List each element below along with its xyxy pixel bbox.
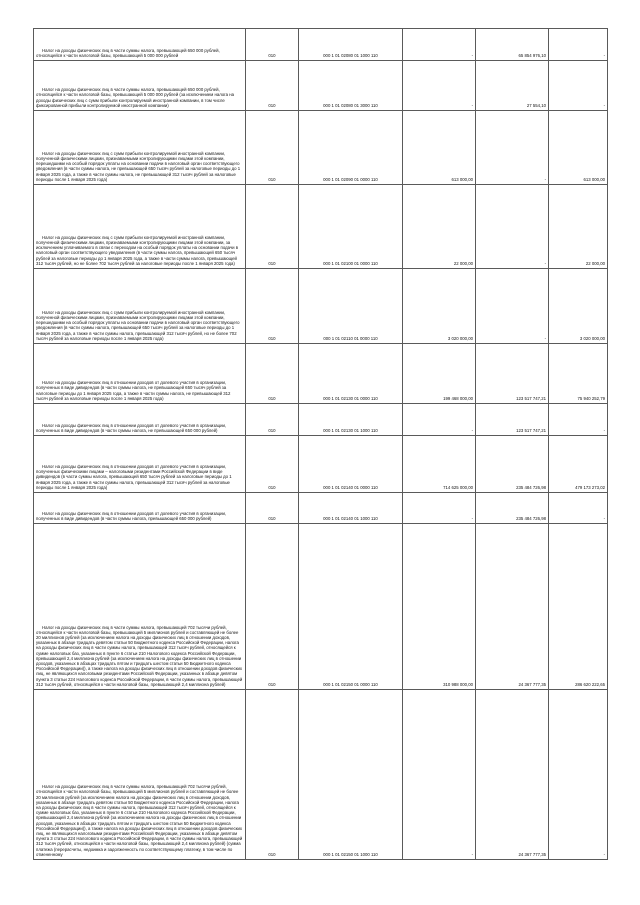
budget-classification-code: 000 1 01 02150 01 1000 110 bbox=[299, 690, 403, 860]
approved-amount: - bbox=[403, 493, 476, 524]
table-row bbox=[34, 404, 608, 436]
table-row bbox=[34, 690, 608, 860]
budget-classification-code: 000 1 01 02080 01 3000 110 bbox=[299, 61, 403, 111]
executed-amount: 235 484 726,98 bbox=[476, 493, 549, 524]
executed-amount: 65 854 976,10 bbox=[476, 29, 549, 61]
unexecuted-amount: - bbox=[549, 61, 608, 111]
table-row bbox=[34, 436, 608, 493]
approved-amount: - bbox=[403, 404, 476, 436]
approved-amount: 714 625 000,00 bbox=[403, 436, 476, 493]
table-row bbox=[34, 61, 608, 111]
budget-classification-code: 000 1 01 02130 01 1000 110 bbox=[299, 404, 403, 436]
approved-amount: 22 000,00 bbox=[403, 185, 476, 269]
executed-amount: 235 484 726,98 bbox=[476, 436, 549, 493]
income-name: Налог на доходы физических лиц в отношении доходов от долевого участия в организации, полученных в виде дивидендов (в части суммы налога, не превышающей 650 тысяч рублей за налоговые периоды до 1 января 2025 года, а также в части суммы налога, не превышающей 312 тысяч рублей за налоговые периоды после 1 января 2025 года) bbox=[34, 344, 246, 404]
unexecuted-amount: 286 620 222,65 bbox=[549, 524, 608, 690]
approved-amount: 310 988 000,00 bbox=[403, 524, 476, 690]
executed-amount: 24 367 777,35 bbox=[476, 524, 549, 690]
income-name: Налог на доходы физических лиц с сумм прибыли контролируемой иностранной компании, полученной физическими лицами, признаваемыми контролирующими лицами этой компании, перешедшими на особый порядок уплаты на основании подачи в налоговый орган соответствующего уведомления (в части суммы налога, не превышающей 650 тысяч рублей за налоговые периоды до 1 января 2025 года, а также в части суммы налога, не превышающей 312 тысяч рублей за налоговые периоды после 1 января 2025 года) bbox=[34, 111, 246, 185]
income-name: Налог на доходы физических лиц с сумм прибыли контролируемой иностранной компании, полученной физическими лицами, признаваемыми контролирующими лицами этой компании, за исключением уплачиваемого в связи с переходом на особый порядок уплаты на основании подачи в налоговый орган соответствующего уведомления (в части суммы налога, превышающей 650 тысяч рублей за налоговые периоды до 1 января 2025 года, а также в части суммы налога, превышающей 312 тысяч рублей, но не более 702 тысяч рублей за налоговые периоды после 1 января 2025 года) bbox=[34, 185, 246, 269]
unexecuted-amount: 22 000,00 bbox=[549, 185, 608, 269]
line-code: 010 bbox=[246, 524, 299, 690]
line-code: 010 bbox=[246, 493, 299, 524]
income-name: Налог на доходы физических лиц в части суммы налога, превышающей 702 тысячи рублей, относящейся к части налоговой базы, превышающей 5 миллионов рублей и составляющей не более 20 миллионов рублей (за исключением налога на доходы физических лиц в отношении доходов, указанных в абзаце тридцать девятом статьи 50 Бюджетного кодекса Российской Федерации, налога на доходы физических лиц в части суммы налога, превышающей 312 тысяч рублей, относящейся к сумме налоговых баз, указанных в пункте 6 статьи 210 Налогового кодекса Российской Федерации, превышающей 2,4 миллиона рублей (за исключением налога на доходы физических лиц в отношении доходов, указанных в абзацах тридцать пятом и тридцать шестом статьи 50 Бюджетного кодекса Российской Федерации)), а также налога на доходы физических лиц в отношении доходов физических лиц, не являющихся налоговыми резидентами Российской Федерации, указанных в абзаце девятом пункта 3 статьи 224 Налогового кодекса Российской Федерации, в части суммы налога, превышающей 312 тысяч рублей, относящейся к части налоговой базы, превышающей 2,4 миллиона рублей) bbox=[34, 524, 246, 690]
income-name: Налог на доходы физических лиц в отношении доходов от долевого участия в организации, полученных в виде дивидендов (в части суммы налога, не превышающей 650 000 рублей) bbox=[34, 404, 246, 436]
table-row bbox=[34, 185, 608, 269]
budget-classification-code: 000 1 01 02100 01 0000 110 bbox=[299, 185, 403, 269]
executed-amount: - bbox=[476, 185, 549, 269]
approved-amount: 3 020 000,00 bbox=[403, 269, 476, 344]
income-name: Налог на доходы физических лиц в отношении доходов от долевого участия в организации, полученных физическими лицами – налоговыми резидентами Российской Федерации в виде дивидендов (в части суммы налога, превышающей 650 тысяч рублей за налоговые периоды до 1 января 2025 года, а также в части суммы налога, превышающей 312 тысяч рублей за налоговые периоды после 1 января 2025 года) bbox=[34, 436, 246, 493]
income-name: Налог на доходы физических лиц в отношении доходов от долевого участия в организации, полученных в виде дивидендов (в части суммы налога, превышающей 650 000 рублей) bbox=[34, 493, 246, 524]
budget-classification-code: 000 1 01 02130 01 0000 110 bbox=[299, 344, 403, 404]
table-row bbox=[34, 269, 608, 344]
approved-amount: - bbox=[403, 29, 476, 61]
line-code: 010 bbox=[246, 436, 299, 493]
unexecuted-amount: 75 940 252,79 bbox=[549, 344, 608, 404]
approved-amount: - bbox=[403, 61, 476, 111]
unexecuted-amount: - bbox=[549, 493, 608, 524]
budget-classification-code: 000 1 01 02110 01 0000 110 bbox=[299, 269, 403, 344]
table-row bbox=[34, 524, 608, 690]
executed-amount: - bbox=[476, 269, 549, 344]
line-code: 010 bbox=[246, 404, 299, 436]
budget-classification-code: 000 1 01 02140 01 0000 110 bbox=[299, 436, 403, 493]
income-name: Налог на доходы физических лиц в части суммы налога, превышающей 650 000 рублей, относящейся к части налоговой базы, превышающей 5 000 000 рублей bbox=[34, 29, 246, 61]
table-row bbox=[34, 111, 608, 185]
unexecuted-amount: - bbox=[549, 29, 608, 61]
line-code: 010 bbox=[246, 185, 299, 269]
table-row bbox=[34, 29, 608, 61]
unexecuted-amount: 613 000,00 bbox=[549, 111, 608, 185]
line-code: 010 bbox=[246, 690, 299, 860]
budget-classification-code: 000 1 01 02090 01 0000 110 bbox=[299, 111, 403, 185]
approved-amount: - bbox=[403, 690, 476, 860]
unexecuted-amount: - bbox=[549, 690, 608, 860]
unexecuted-amount: 3 020 000,00 bbox=[549, 269, 608, 344]
income-execution-table bbox=[33, 28, 608, 860]
executed-amount: 27 554,10 bbox=[476, 61, 549, 111]
unexecuted-amount: - bbox=[549, 404, 608, 436]
budget-classification-code: 000 1 01 02150 01 0000 110 bbox=[299, 524, 403, 690]
line-code: 010 bbox=[246, 29, 299, 61]
executed-amount: 123 517 747,21 bbox=[476, 404, 549, 436]
budget-classification-code: 000 1 01 02140 01 1000 110 bbox=[299, 493, 403, 524]
table-row bbox=[34, 344, 608, 404]
executed-amount: - bbox=[476, 111, 549, 185]
income-name: Налог на доходы физических лиц с сумм прибыли контролируемой иностранной компании, полученной физическими лицами, признаваемыми контролирующими лицами этой компании, перешедшими на особый порядок уплаты на основании подачи в налоговый орган соответствующего уведомления (в части суммы налога, превышающей 650 тысяч рублей за налоговые периоды до 1 января 2025 года, а также в части суммы налога, превышающей 312 тысяч рублей, но не более 702 тысяч рублей за налоговые периоды после 1 января 2025 года) bbox=[34, 269, 246, 344]
line-code: 010 bbox=[246, 111, 299, 185]
line-code: 010 bbox=[246, 61, 299, 111]
line-code: 010 bbox=[246, 269, 299, 344]
income-name: Налог на доходы физических лиц в части суммы налога, превышающей 650 000 рублей, относящейся к части налоговой базы, превышающей 5 000 000 рублей (за исключением налога на доходы физических лиц с сумм прибыли контролируемой иностранной компании, в том числе фиксированной прибыли контролируемой иностранной компании) bbox=[34, 61, 246, 111]
unexecuted-amount: 479 173 273,02 bbox=[549, 436, 608, 493]
executed-amount: 24 367 777,35 bbox=[476, 690, 549, 860]
approved-amount: 199 468 000,00 bbox=[403, 344, 476, 404]
budget-classification-code: 000 1 01 02080 01 1000 110 bbox=[299, 29, 403, 61]
approved-amount: 613 000,00 bbox=[403, 111, 476, 185]
line-code: 010 bbox=[246, 344, 299, 404]
income-name: Налог на доходы физических лиц в части суммы налога, превышающей 702 тысячи рублей, относящейся к части налоговой базы, превышающей 5 миллионов рублей и составляющей не более 20 миллионов рублей (за исключением налога на доходы физических лиц в отношении доходов, указанных в абзаце тридцать девятом статьи 50 Бюджетного кодекса Российской Федерации, налога на доходы физических лиц в части суммы налога, превышающей 312 тысяч рублей, относящейся к сумме налоговых баз, указанных в пункте 6 статьи 210 Налогового кодекса Российской Федерации, превышающей 2,4 миллиона рублей (за исключением налога на доходы физических лиц в отношении доходов, указанных в абзацах тридцать пятом и тридцать шестом статьи 50 Бюджетного кодекса Российской Федерации)), а также налога на доходы физических лиц в отношении доходов физических лиц, не являющихся налоговыми резидентами Российской Федерации, указанных в абзаце девятом пункта 3 статьи 224 Налогового кодекса Российской Федерации, в части суммы налога, превышающей 312 тысяч рублей, относящейся к части налоговой базы, превышающей 2,4 миллиона рублей) (сумма платежа (перерасчеты, недоимка и задолженность по соответствующему платежу, в том числе по отмененному bbox=[34, 690, 246, 860]
table-row bbox=[34, 493, 608, 524]
executed-amount: 123 517 747,21 bbox=[476, 344, 549, 404]
